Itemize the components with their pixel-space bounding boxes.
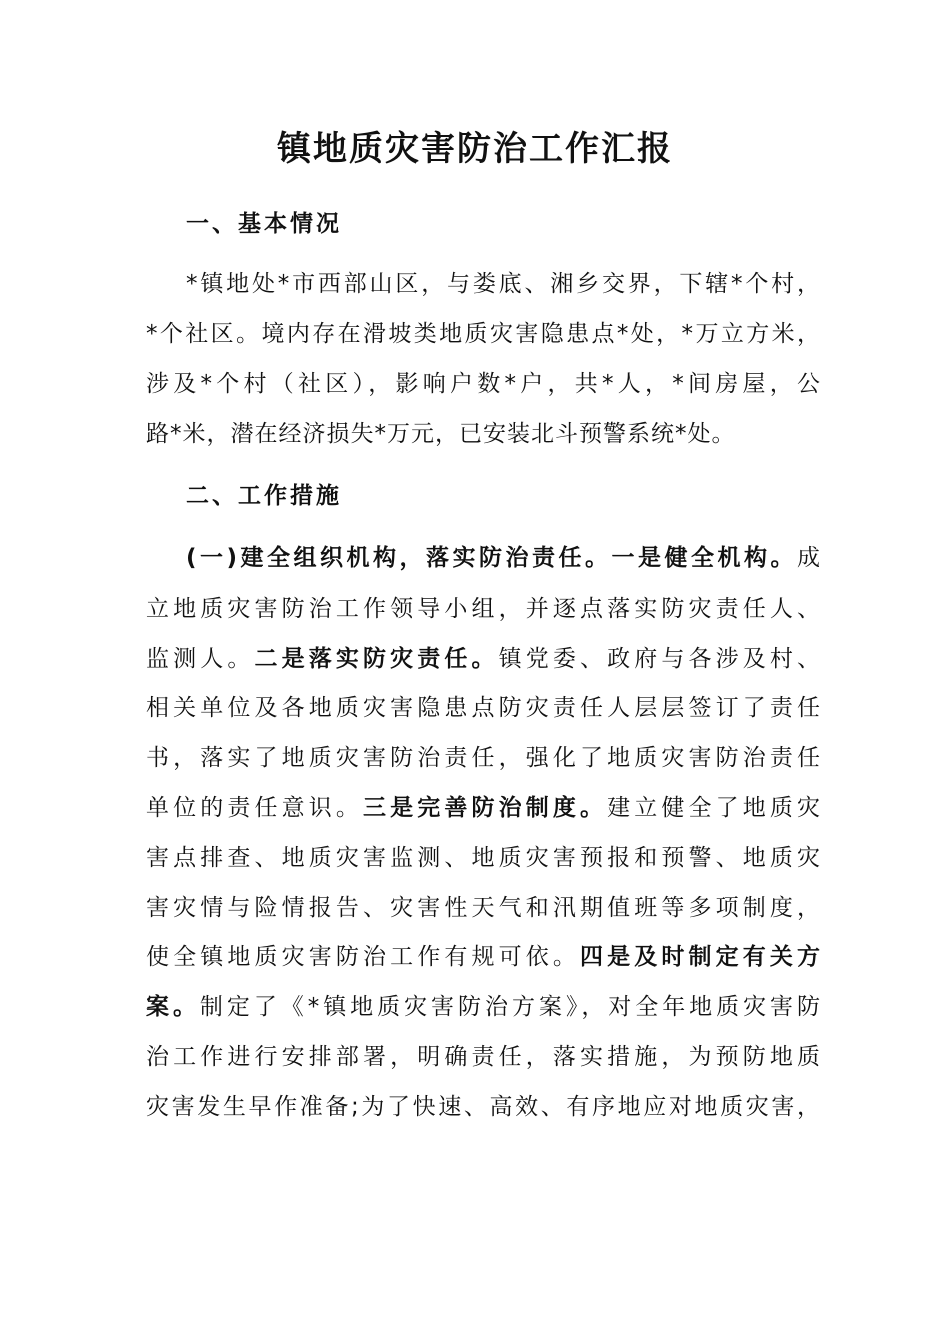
paragraph-line: 涉及*个村（社区），影响户数*户，共*人，*间房屋，公 xyxy=(146,371,821,397)
paragraph-line: 相关单位及各地质灾害隐患点防灾责任人层层签订了责任 xyxy=(146,695,821,721)
paragraph-line: 害灾情与险情报告、灾害性天气和汛期值班等多项制度， xyxy=(146,895,821,921)
paragraph-line xyxy=(146,939,821,975)
text-run: 镇党委、政府与各涉及村、 xyxy=(498,646,821,672)
bold-phrase: 三是完善防治制度。 xyxy=(363,795,608,821)
bold-phrase: 四是及时制定有关方 xyxy=(580,944,821,970)
paragraph-line: *镇地处*市西部山区，与娄底、湘乡交界，下辖*个村， xyxy=(186,271,821,297)
text-run: 监测人。 xyxy=(146,646,255,672)
section-heading-basic-info: 一、基本情况 xyxy=(186,211,342,237)
document-title: 镇地质灾害防治工作汇报 xyxy=(277,129,673,169)
text-run: 制定了《*镇地质灾害防治方案》，对全年地质灾害防 xyxy=(199,994,822,1020)
paragraph-line: 路*米，潜在经济损失*万元，已安装北斗预警系统*处。 xyxy=(146,421,736,447)
text-run: 建立健全了地质灾 xyxy=(607,795,821,821)
paragraph-line: 书，落实了地质灾害防治责任，强化了地质灾害防治责任 xyxy=(146,745,821,771)
paragraph-line xyxy=(146,790,821,826)
text-run: 单位的责任意识。 xyxy=(146,795,363,821)
text-run: 成 xyxy=(797,545,821,571)
bold-phrase: 案。 xyxy=(146,994,200,1020)
bold-phrase: 二是落实防灾责任。 xyxy=(254,646,499,672)
section-heading-measures: 二、工作措施 xyxy=(186,483,342,509)
paragraph-line: 立地质灾害防治工作领导小组，并逐点落实防灾责任人、 xyxy=(146,596,821,622)
paragraph-line: 灾害发生早作准备;为了快速、高效、有序地应对地质灾害， xyxy=(146,1094,821,1120)
paragraph-line xyxy=(146,989,821,1025)
paragraph-line: 害点排查、地质灾害监测、地质灾害预报和预警、地质灾 xyxy=(146,845,821,871)
paragraph-line xyxy=(186,540,821,576)
bold-phrase: (一)建全组织机构，落实防治责任。一是健全机构。 xyxy=(186,545,797,571)
text-run: 使全镇地质灾害防治工作有规可依。 xyxy=(146,944,580,970)
paragraph-line: *个社区。境内存在滑坡类地质灾害隐患点*处，*万立方米， xyxy=(146,321,821,347)
paragraph-line xyxy=(146,641,821,677)
paragraph-line: 治工作进行安排部署，明确责任，落实措施，为预防地质 xyxy=(146,1044,821,1070)
